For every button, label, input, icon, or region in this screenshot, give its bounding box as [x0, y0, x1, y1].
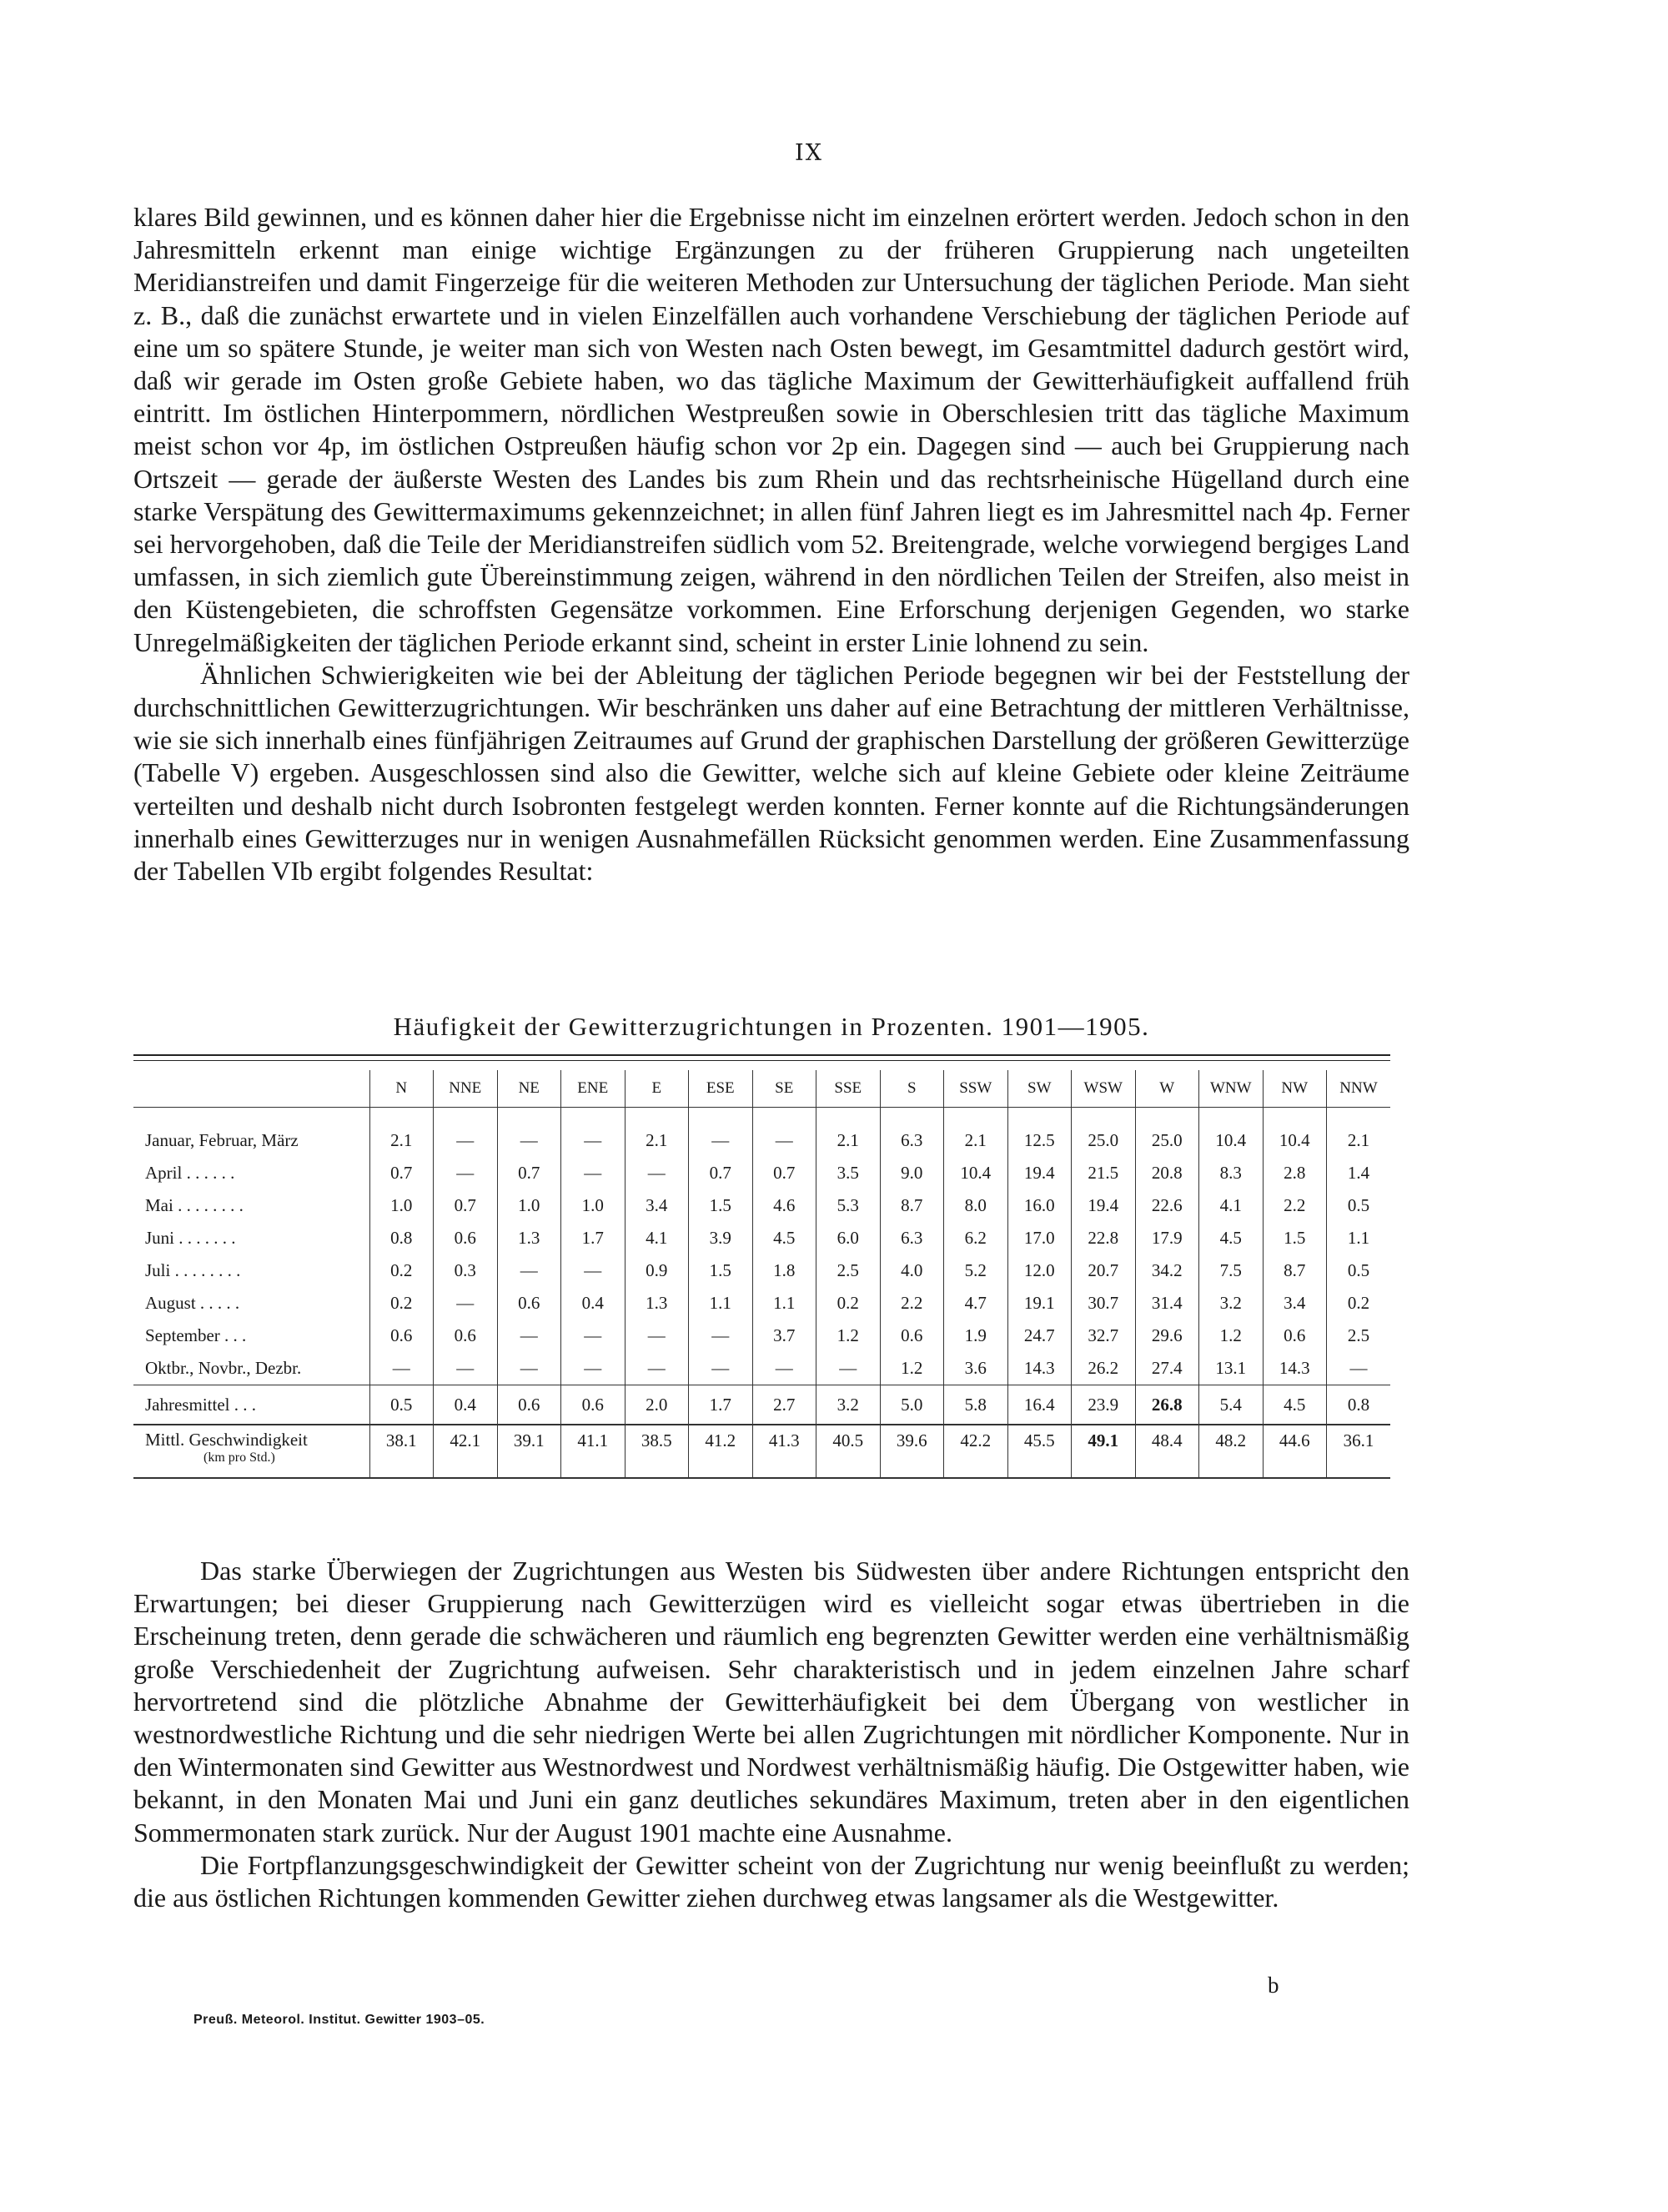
value-cell: 0.3 [434, 1254, 498, 1287]
value-cell: 1.7 [689, 1385, 753, 1425]
table-row [133, 1222, 1390, 1254]
value-cell: 0.2 [369, 1287, 434, 1320]
value-cell: 17.0 [1007, 1222, 1072, 1254]
value-cell: 1.5 [1263, 1222, 1327, 1254]
header-cell: NNW [1327, 1070, 1391, 1108]
header-cell: N [369, 1070, 434, 1108]
value-cell: 1.8 [752, 1254, 816, 1287]
value-cell: 0.6 [1263, 1320, 1327, 1352]
value-cell: 42.2 [944, 1425, 1008, 1478]
value-cell: 1.3 [625, 1287, 689, 1320]
value-cell: 6.2 [944, 1222, 1008, 1254]
value-cell: 0.2 [1327, 1287, 1391, 1320]
value-cell: 3.2 [1199, 1287, 1264, 1320]
table-row [133, 1157, 1390, 1189]
value-cell: 36.1 [1327, 1425, 1391, 1478]
header-cell: ESE [689, 1070, 753, 1108]
header-cell: WNW [1199, 1070, 1264, 1108]
value-cell: 0.5 [1327, 1189, 1391, 1222]
value-cell: 4.6 [752, 1189, 816, 1222]
value-cell: 21.5 [1072, 1157, 1136, 1189]
row-label: Mai . . . . . . . . [145, 1195, 244, 1215]
value-cell: 0.2 [369, 1254, 434, 1287]
value-cell: 5.2 [944, 1254, 1008, 1287]
value-cell: 3.4 [1263, 1287, 1327, 1320]
value-cell: 8.3 [1199, 1157, 1264, 1189]
row-label: September . . . [145, 1325, 247, 1345]
value-cell: 22.8 [1072, 1222, 1136, 1254]
value-cell: 10.4 [944, 1157, 1008, 1189]
value-cell: 1.2 [816, 1320, 881, 1352]
header-cell: NNE [434, 1070, 498, 1108]
value-cell: — [816, 1352, 881, 1385]
value-cell: 2.2 [1263, 1189, 1327, 1222]
value-cell: — [497, 1352, 561, 1385]
value-cell: — [561, 1157, 626, 1189]
value-cell: — [752, 1108, 816, 1158]
value-cell: 2.1 [944, 1108, 1008, 1158]
value-cell: 0.5 [1327, 1254, 1391, 1287]
value-cell: 16.0 [1007, 1189, 1072, 1222]
value-cell: 19.4 [1072, 1189, 1136, 1222]
value-cell: 4.7 [944, 1287, 1008, 1320]
header-cell: SE [752, 1070, 816, 1108]
value-cell: 3.2 [816, 1385, 881, 1425]
value-cell: — [434, 1287, 498, 1320]
value-cell: — [369, 1352, 434, 1385]
paragraph: Die Fortpflanzungsgeschwindigkeit der Gewitter scheint von der Zugrichtung nur wenig beeinflußt zu werden; die aus östlichen Richtungen kommenden Gewitter ziehen durchweg etwas langsamer als die Westgewitter. [133, 1849, 1409, 1913]
value-cell: 6.0 [816, 1222, 881, 1254]
value-cell: — [561, 1320, 626, 1352]
value-cell: — [561, 1254, 626, 1287]
value-cell: 6.3 [880, 1108, 944, 1158]
row-label: Oktbr., Novbr., Dezbr. [145, 1358, 302, 1378]
row-label: August . . . . . [145, 1293, 240, 1313]
value-cell: 8.7 [1263, 1254, 1327, 1287]
header-cell: SSW [944, 1070, 1008, 1108]
value-cell: 19.4 [1007, 1157, 1072, 1189]
value-cell: — [497, 1320, 561, 1352]
value-cell: 12.0 [1007, 1254, 1072, 1287]
table-row [133, 1189, 1390, 1222]
value-cell: 0.7 [434, 1189, 498, 1222]
value-cell: 1.3 [497, 1222, 561, 1254]
header-cell: WSW [1072, 1070, 1136, 1108]
value-cell: 32.7 [1072, 1320, 1136, 1352]
value-cell: 38.1 [369, 1425, 434, 1478]
value-cell: 4.5 [1199, 1222, 1264, 1254]
value-cell: — [561, 1108, 626, 1158]
value-cell: 9.0 [880, 1157, 944, 1189]
value-cell: 3.6 [944, 1352, 1008, 1385]
value-cell: 1.2 [1199, 1320, 1264, 1352]
header-corner [133, 1070, 369, 1108]
value-cell: 23.9 [1072, 1385, 1136, 1425]
value-cell: 30.7 [1072, 1287, 1136, 1320]
value-cell: 38.5 [625, 1425, 689, 1478]
value-cell: 41.1 [561, 1425, 626, 1478]
value-cell: 0.4 [561, 1287, 626, 1320]
value-cell: 41.3 [752, 1425, 816, 1478]
value-cell: 1.2 [880, 1352, 944, 1385]
value-cell: 3.5 [816, 1157, 881, 1189]
value-cell: — [625, 1320, 689, 1352]
value-cell: 0.6 [434, 1320, 498, 1352]
value-cell: 44.6 [1263, 1425, 1327, 1478]
value-cell: 8.0 [944, 1189, 1008, 1222]
value-cell: — [625, 1157, 689, 1189]
header-cell: ENE [561, 1070, 626, 1108]
value-cell: 0.5 [369, 1385, 434, 1425]
value-cell: 4.5 [1263, 1385, 1327, 1425]
footer-imprint: Preuß. Meteorol. Institut. Gewitter 1903–05. [193, 2013, 485, 2027]
table-row [133, 1287, 1390, 1320]
value-cell: 26.8 [1135, 1385, 1199, 1425]
value-cell: 25.0 [1135, 1108, 1199, 1158]
header-cell: NE [497, 1070, 561, 1108]
value-cell: — [497, 1254, 561, 1287]
mean-speed-row [133, 1425, 1390, 1478]
value-cell: 22.6 [1135, 1189, 1199, 1222]
value-cell: 1.5 [689, 1189, 753, 1222]
value-cell: 12.5 [1007, 1108, 1072, 1158]
value-cell: 0.7 [497, 1157, 561, 1189]
header-cell: NW [1263, 1070, 1327, 1108]
value-cell: 2.7 [752, 1385, 816, 1425]
row-label: April . . . . . . [145, 1163, 235, 1183]
value-cell: 17.9 [1135, 1222, 1199, 1254]
value-cell: 27.4 [1135, 1352, 1199, 1385]
table-body [133, 1108, 1390, 1479]
header-cell: S [880, 1070, 944, 1108]
value-cell: — [752, 1352, 816, 1385]
value-cell: 0.7 [689, 1157, 753, 1189]
body-text-after-table [133, 1555, 1409, 1914]
value-cell: 48.4 [1135, 1425, 1199, 1478]
value-cell: 7.5 [1199, 1254, 1264, 1287]
value-cell: 1.4 [1327, 1157, 1391, 1189]
value-cell: 45.5 [1007, 1425, 1072, 1478]
value-cell: 1.1 [689, 1287, 753, 1320]
value-cell: 48.2 [1199, 1425, 1264, 1478]
value-cell: 1.1 [752, 1287, 816, 1320]
row-label [133, 1425, 369, 1478]
value-cell: 26.2 [1072, 1352, 1136, 1385]
table-row [133, 1108, 1390, 1158]
value-cell: 2.0 [625, 1385, 689, 1425]
value-cell: 1.0 [561, 1189, 626, 1222]
value-cell: 20.8 [1135, 1157, 1199, 1189]
value-cell: 0.6 [434, 1222, 498, 1254]
value-cell: 19.1 [1007, 1287, 1072, 1320]
value-cell: 0.6 [561, 1385, 626, 1425]
value-cell: 31.4 [1135, 1287, 1199, 1320]
table-top-rule-thin [133, 1060, 1390, 1061]
value-cell: 8.7 [880, 1189, 944, 1222]
value-cell: 2.5 [1327, 1320, 1391, 1352]
value-cell: 14.3 [1263, 1352, 1327, 1385]
value-cell: — [497, 1108, 561, 1158]
value-cell: 14.3 [1007, 1352, 1072, 1385]
body-text-before-table [133, 201, 1409, 887]
value-cell: 1.5 [689, 1254, 753, 1287]
value-cell: 24.7 [1007, 1320, 1072, 1352]
value-cell: 49.1 [1072, 1425, 1136, 1478]
value-cell: — [1327, 1352, 1391, 1385]
value-cell: — [434, 1108, 498, 1158]
value-cell: 0.8 [369, 1222, 434, 1254]
value-cell: 0.2 [816, 1287, 881, 1320]
value-cell: 1.1 [1327, 1222, 1391, 1254]
value-cell: — [689, 1352, 753, 1385]
value-cell: 39.6 [880, 1425, 944, 1478]
value-cell: 42.1 [434, 1425, 498, 1478]
value-cell: 4.5 [752, 1222, 816, 1254]
value-cell: 5.8 [944, 1385, 1008, 1425]
value-cell: 3.4 [625, 1189, 689, 1222]
value-cell: 41.2 [689, 1425, 753, 1478]
value-cell: 2.8 [1263, 1157, 1327, 1189]
value-cell: 2.1 [625, 1108, 689, 1158]
value-cell: 29.6 [1135, 1320, 1199, 1352]
value-cell: 3.9 [689, 1222, 753, 1254]
value-cell: — [625, 1352, 689, 1385]
value-cell: 2.1 [369, 1108, 434, 1158]
table-title: Häufigkeit der Gewitterzugrichtungen in Prozenten. 1901—1905. [393, 1012, 1150, 1041]
value-cell: 1.0 [497, 1189, 561, 1222]
paragraph: klares Bild gewinnen, und es können daher hier die Ergebnisse nicht im einzelnen erörtert werden. Jedoch schon in den Jahresmitteln erkennt man einige wichtige Ergänzungen zu der früheren Gruppierung nach ungeteilten Meridianstreifen und damit Fingerzeige für die weiteren Methoden zur Untersuchung der täglichen Periode. Man sieht z. B., daß die zunächst erwartete und in vielen Einzelfällen auch vorhandene Verschiebung der täglichen Periode auf eine um so spätere Stunde, je weiter man sich von Westen nach Osten bewegt, im Gesamtmittel dadurch gestört wird, daß wir gerade im Osten große Gebiete haben, wo das tägliche Maximum der Gewitterhäufigkeit auffallend früh eintritt. Im östlichen Hinterpommern, nördlichen Westpreußen sowie in Oberschlesien tritt das tägliche Maximum meist schon vor 4p, im östlichen Ostpreußen häufig schon vor 2p ein. Dagegen sind — auch bei Gruppierung nach Ortszeit — gerade der äußerste Westen des Landes bis zum Rhein und das rechtsrheinische Hügelland durch eine starke Verspätung des Gewittermaximums gekennzeichnet; in allen fünf Jahren liegt es im Jahresmittel nach 4p. Ferner sei hervorgehoben, daß die Teile der Meridianstreifen südlich vom 52. Breitengrade, welche vorwiegend bergiges Land umfassen, in sich ziemlich gute Übereinstimmung zeigen, während in den nördlichen Teilen der Streifen, also meist in den Küstengebieten, die schroffsten Gegensätze vorkommen. Eine Erforschung derjenigen Gegenden, wo starke Unregelmäßigkeiten der täglichen Periode erkannt sind, scheint in erster Linie lohnend zu sein. [133, 202, 1409, 657]
speed-unit-text: (km pro Std.) [203, 1450, 275, 1465]
value-cell: 0.7 [752, 1157, 816, 1189]
value-cell: 25.0 [1072, 1108, 1136, 1158]
row-label: Juli . . . . . . . . [145, 1260, 241, 1280]
table-header-row [133, 1070, 1390, 1108]
table-row [133, 1254, 1390, 1287]
value-cell: 40.5 [816, 1425, 881, 1478]
value-cell: 16.4 [1007, 1385, 1072, 1425]
header-cell: SSE [816, 1070, 881, 1108]
value-cell: 6.3 [880, 1222, 944, 1254]
value-cell: 0.6 [497, 1385, 561, 1425]
value-cell: 5.0 [880, 1385, 944, 1425]
value-cell: — [434, 1157, 498, 1189]
value-cell: 39.1 [497, 1425, 561, 1478]
value-cell: — [434, 1352, 498, 1385]
value-cell: 0.9 [625, 1254, 689, 1287]
table-row [133, 1352, 1390, 1385]
header-cell: SW [1007, 1070, 1072, 1108]
annual-mean-row [133, 1385, 1390, 1425]
value-cell: 1.7 [561, 1222, 626, 1254]
value-cell: 4.1 [625, 1222, 689, 1254]
value-cell: 2.5 [816, 1254, 881, 1287]
value-cell: 13.1 [1199, 1352, 1264, 1385]
value-cell: 2.1 [816, 1108, 881, 1158]
value-cell: 1.9 [944, 1320, 1008, 1352]
header-cell: E [625, 1070, 689, 1108]
paragraph: Das starke Überwiegen der Zugrichtungen aus Westen bis Südwesten über andere Richtungen entspricht den Erwartungen; bei dieser Gruppierung nach Gewitterzügen wird es vielleicht sogar etwas übertrieben in die Erscheinung treten, denn gerade die schwächeren und räumlich eng begrenzten Gewitter werden eine verhältnismäßig große Verschiedenheit der Zugrichtung aufweisen. Sehr charakteristisch und in jedem einzelnen Jahre scharf hervortretend sind die plötzliche Abnahme der Gewitterhäufigkeit bei dem Übergang von westlicher in westnordwestliche Richtung und die sehr niedrigen Werte bei allen Zugrichtungen mit nördlicher Komponente. Nur in den Wintermonaten sind Gewitter aus Westnordwest und Nordwest verhältnismäßig häufig. Die Ostgewitter haben, wie bekannt, in den Monaten Mai und Juni ein ganz deutliches sekundäres Maximum, treten aber in den eigentlichen Sommermonaten stark zurück. Nur der August 1901 machte eine Ausnahme. [133, 1556, 1409, 1848]
value-cell: 10.4 [1263, 1108, 1327, 1158]
header-cell: W [1135, 1070, 1199, 1108]
value-cell: 34.2 [1135, 1254, 1199, 1287]
value-cell: 3.7 [752, 1320, 816, 1352]
value-cell: 4.0 [880, 1254, 944, 1287]
row-label: Jahresmittel . . . [133, 1385, 369, 1425]
table-top-rule [133, 1054, 1390, 1056]
paragraph: Ähnlichen Schwierigkeiten wie bei der Ableitung der täglichen Periode begegnen wir bei der Feststellung der durchschnittlichen Gewitterzugrichtungen. Wir beschränken uns daher auf eine Betrachtung der mittleren Verhältnisse, wie sie sich innerhalb eines fünfjährigen Zeitraumes auf Grund der graphischen Darstellung der größeren Gewitterzüge (Tabelle V) ergeben. Ausgeschlossen sind also die Gewitter, welche sich auf kleine Gebiete oder kleine Zeiträume verteilten und deshalb nicht durch Isobronten festgelegt werden konnten. Ferner konnte auf die Richtungsänderungen innerhalb eines Gewitterzuges nur in wenigen Ausnahmefällen Rücksicht genommen werden. Eine Zusammenfassung der Tabellen VIb ergibt folgendes Resultat: [133, 659, 1409, 887]
table-row [133, 1320, 1390, 1352]
direction-frequency-table [133, 1070, 1390, 1479]
page-number: IX [795, 140, 823, 166]
value-cell: 0.4 [434, 1385, 498, 1425]
value-cell: 0.6 [497, 1287, 561, 1320]
value-cell: — [561, 1352, 626, 1385]
value-cell: 5.4 [1199, 1385, 1264, 1425]
signature-letter: b [1268, 1973, 1279, 1998]
value-cell: 0.8 [1327, 1385, 1391, 1425]
value-cell: 5.3 [816, 1189, 881, 1222]
value-cell: 0.6 [880, 1320, 944, 1352]
row-label: Januar, Februar, März [145, 1130, 299, 1150]
value-cell: 1.0 [369, 1189, 434, 1222]
value-cell: 0.6 [369, 1320, 434, 1352]
value-cell: — [689, 1108, 753, 1158]
value-cell: 20.7 [1072, 1254, 1136, 1287]
row-label: Juni . . . . . . . [145, 1228, 236, 1248]
value-cell: 2.2 [880, 1287, 944, 1320]
value-cell: 4.1 [1199, 1189, 1264, 1222]
value-cell: 2.1 [1327, 1108, 1391, 1158]
value-cell: — [689, 1320, 753, 1352]
value-cell: 10.4 [1199, 1108, 1264, 1158]
speed-label-text: Mittl. Geschwindigkeit [145, 1430, 308, 1450]
value-cell: 0.7 [369, 1157, 434, 1189]
